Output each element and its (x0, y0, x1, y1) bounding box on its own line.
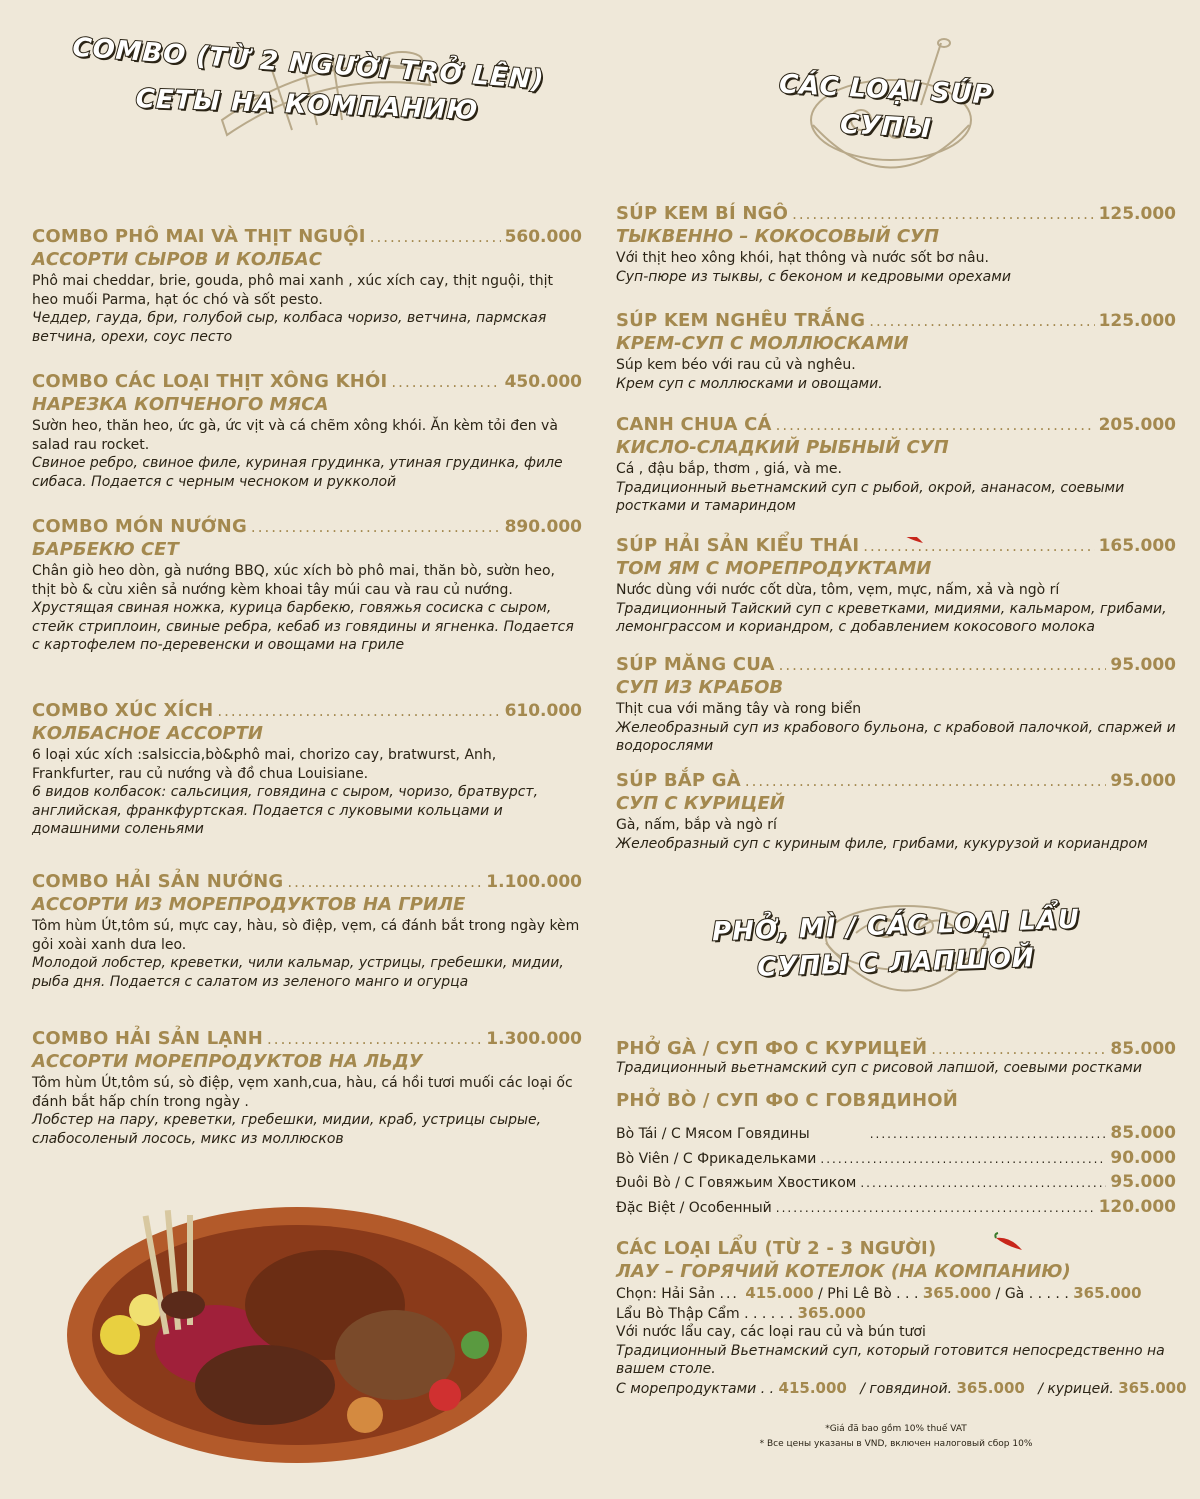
noodle-header-vi: PHỞ, MÌ / CÁC LOẠI LẨU (711, 904, 1081, 948)
menu-item-cold-seafood-combo (32, 1028, 582, 1148)
choice-price: 415.000 (745, 1284, 814, 1302)
soup-item-corn-chicken (616, 770, 1176, 853)
item-name: COMBO HẢI SẢN NƯỚNG (32, 871, 284, 892)
combo-header-ru: СЕТЫ НА КОМПАНИЮ (135, 83, 479, 126)
leader-dots: . . . . . . (744, 1305, 794, 1322)
item-desc-ru: Желеобразный суп с куриным филе, грибами, кукурузой и кориандром (616, 835, 1148, 852)
vat-note-vi: *Giá đã bao gồm 10% thuế VAT (825, 1424, 967, 1434)
option-price: 120.000 (1098, 1196, 1176, 1217)
choice-price: 365.000 (1118, 1378, 1187, 1397)
soup-item-sour-fish (616, 414, 1176, 516)
item-name-ru: КИСЛО-СЛАДКИЙ РЫБНЫЙ СУП (616, 437, 949, 458)
choice-label: / Phi Lê Bò (818, 1286, 892, 1302)
noodle-header-ru: СУПЫ С ЛАПШОЙ (756, 942, 1036, 983)
item-name-ru: КРЕМ-СУП С МОЛЛЮСКАМИ (616, 333, 909, 354)
choice-price: 365.000 (956, 1378, 1025, 1397)
item-desc-ru: Традиционный Вьетнамский суп, который готовится непосредственно на вашем столе. (616, 1342, 1165, 1377)
leader-dots (251, 518, 501, 536)
item-desc-vi: Chân giò heo dòn, gà nướng BBQ, xúc xích bò phô mai, thăn bò, sườn heo, thịt bò & cừu xiên sả nướng kèm khoai tây múi cau và rau củ nướng. (32, 563, 555, 598)
item-desc-vi: Tôm hùm Út,tôm sú, mực cay, hàu, sò điệp, vẹm, cá đánh bắt trong ngày kèm gỏi xoài xanh dưa leo. (32, 918, 580, 953)
item-desc-ru: Крем суп с моллюсками и овощами. (616, 375, 883, 392)
leader-dots (217, 702, 500, 720)
hotpot-beef (616, 1304, 1176, 1324)
item-name-ru: СУП С КУРИЦЕЙ (616, 793, 785, 814)
item-price: 125.000 (1098, 311, 1176, 331)
soup-item-pumpkin (616, 203, 1176, 286)
menu-item-pho-ga (616, 1038, 1176, 1078)
item-name-ru: СУП ИЗ КРАБОВ (616, 677, 784, 698)
leader-dots (792, 205, 1094, 223)
menu-item-pho-bo (616, 1090, 1176, 1221)
item-name: COMBO MÓN NƯỚNG (32, 516, 247, 537)
item-name-ru: ЛАУ – ГОРЯЧИЙ КОТЕЛОК (НА КОМПАНИЮ) (616, 1261, 1071, 1282)
chili-icon (893, 537, 927, 547)
choice-price: 365.000 (797, 1303, 866, 1322)
combo-header (71, 32, 546, 126)
soup-item-crab (616, 654, 1176, 756)
noodle-header (686, 904, 1106, 983)
vat-note-ru: * Все цены указаны в VND, включен налоговый сбор 10% (759, 1439, 1033, 1449)
leader-dots (370, 228, 501, 246)
item-name: CANH CHUA CÁ (616, 414, 772, 435)
pho-bo-options (616, 1123, 1176, 1221)
item-desc-ru: Желеобразный суп из крабового бульона, с крабовой палочкой, спаржей и водорослями (616, 719, 1176, 754)
item-price: 890.000 (504, 517, 582, 537)
item-price: 95.000 (1110, 771, 1176, 791)
leader-dots (820, 1152, 1106, 1166)
leader-dots (779, 656, 1107, 674)
item-name: COMBO PHÔ MAI VÀ THỊT NGUỘI (32, 226, 366, 247)
pho-bo-option (616, 1172, 1176, 1197)
leader-dots: . . . (896, 1286, 919, 1302)
item-price: 450.000 (504, 372, 582, 392)
item-name: COMBO CÁC LOẠI THỊT XÔNG KHÓI (32, 371, 388, 392)
item-price: 1.300.000 (486, 1029, 582, 1049)
item-desc-vi: Thịt cua với măng tây và rong biển (616, 701, 862, 717)
menu-item-smoked-meat-combo (32, 371, 582, 491)
item-desc-vi: 6 loại xúc xích :salsiccia,bò&phô mai, chorizo cay, bratwurst, Anh, Frankfurter, rau củ nướng và đồ chua Louisiane. (32, 747, 497, 782)
soup-item-clam (616, 310, 1176, 393)
vat-note (716, 1422, 1076, 1452)
option-price: 95.000 (1110, 1172, 1176, 1192)
leader-dots: ... (719, 1286, 746, 1302)
item-name-ru: АССОРТИ ИЗ МОРЕПРОДУКТОВ НА ГРИЛЕ (32, 894, 466, 915)
item-name: PHỞ BÒ / СУП ФО С ГОВЯДИНОЙ (616, 1090, 958, 1111)
item-name: CÁC LOẠI LẨU (TỪ 2 - 3 NGƯỜI) (616, 1238, 937, 1259)
pho-bo-option (616, 1148, 1176, 1173)
item-desc-ru: Хрустящая свиная ножка, курица барбекю, говяжья сосиска с сыром, стейк стриплоин, свиные ребра, кебаб из говядины и ягненка. Подается с картофелем по-деревенски и овощами на гриле (32, 600, 574, 653)
item-desc-vi: Sườn heo, thăn heo, ức gà, ức vịt và cá chẽm xông khói. Ăn kèm tỏi đen và salad rau rocket. (32, 418, 558, 453)
item-name: COMBO HẢI SẢN LẠNH (32, 1028, 264, 1049)
choice-label: / курицей (1038, 1380, 1110, 1397)
soup-header (696, 69, 1076, 144)
leader-dots: . . . . . (1028, 1286, 1069, 1302)
item-name-ru: БАРБЕКЮ СЕТ (32, 539, 179, 560)
item-desc-ru: Молодой лобстер, креветки, чили кальмар, устрицы, гребешки, мидии, рыба дня. Подается с салатом из зеленого манго и огурца (32, 955, 564, 990)
item-desc-ru: Традиционный вьетнамский суп с рисовой лапшой, соевыми ростками (616, 1060, 1142, 1076)
leader-dots (267, 1030, 482, 1048)
item-desc-ru: Свиное ребро, свиное филе, куриная грудинка, утиная грудинка, филе сибаса. Подается с черным чесноком и рукколой (32, 455, 563, 490)
item-desc-vi: Với nước lẩu cay, các loại rau củ và bún tươi (616, 1324, 926, 1340)
leader-dots (870, 1127, 1107, 1141)
item-name: SÚP MĂNG CUA (616, 654, 775, 675)
item-name-ru: ТЫКВЕННО – КОКОСОВЫЙ СУП (616, 226, 940, 247)
item-name: SÚP KEM NGHÊU TRẮNG (616, 310, 866, 331)
item-desc-ru: Лобстер на пару, креветки, гребешки, мидии, краб, устрицы сырые, слабосоленый лосось, микс из моллюсков (32, 1112, 542, 1147)
menu-item-sausage-combo (32, 700, 582, 839)
item-name: COMBO XÚC XÍCH (32, 700, 214, 721)
choice-label: С морепродуктами (616, 1380, 757, 1397)
leader-dots (776, 1201, 1095, 1215)
item-price: 610.000 (504, 701, 582, 721)
item-price: 165.000 (1098, 536, 1176, 556)
item-name: SÚP HẢI SẢN KIỂU THÁI (616, 535, 860, 556)
item-price: 125.000 (1098, 204, 1176, 224)
leader-dots (745, 772, 1107, 790)
leader-dots (391, 373, 500, 391)
chili-icon (992, 1232, 1026, 1254)
soup-header-ru: СУПЫ (839, 109, 933, 144)
item-name-ru: НАРЕЗКА КОПЧЕНОГО МЯСА (32, 394, 329, 415)
hotpot-choices-ru: С морепродуктами . . 415.000 / говядиной. 365.000 / курицей. 365.000 (616, 1378, 1187, 1397)
choice-price: 415.000 (778, 1378, 847, 1397)
option-label: Đuôi Bò / С Говяжьим Хвостиком (616, 1175, 857, 1191)
choice-price: 365.000 (1073, 1284, 1142, 1302)
item-price: 85.000 (1110, 1039, 1176, 1059)
item-desc-vi: Tôm hùm Út,tôm sú, sò điệp, vẹm xanh,cua, hàu, cá hồi tươi muối các loại ốc đánh bắt hấp chín trong ngày . (32, 1075, 573, 1110)
option-price: 90.000 (1110, 1147, 1176, 1168)
item-desc-vi: Gà, nấm, bắp và ngò rí (616, 817, 777, 833)
leader-dots (776, 416, 1095, 434)
item-name-ru: КОЛБАСНОЕ АССОРТИ (32, 723, 263, 744)
item-price: 1.100.000 (486, 872, 582, 892)
menu-item-hotpot (616, 1232, 1187, 1398)
item-name-ru: АССОРТИ МОРЕПРОДУКТОВ НА ЛЬДУ (32, 1051, 423, 1072)
leader-dots (860, 1176, 1106, 1190)
choice-label: / говядиной (860, 1380, 948, 1397)
item-desc-ru: Традиционный Тайский суп с креветками, мидиями, кальмаром, грибами, лемонграссом и кориандром, с добавлением кокосового молока (616, 600, 1167, 635)
item-name: PHỞ GÀ / СУП ФО С КУРИЦЕЙ (616, 1038, 928, 1059)
leader-dots (863, 537, 1094, 555)
grill-platter-image (65, 1195, 530, 1465)
item-desc-ru: Традиционный вьетнамский суп с рыбой, окрой, ананасом, соевыми ростками и тамариндом (616, 479, 1125, 514)
item-desc-vi: Với thịt heo xông khói, hạt thông và nước sốt bơ nâu. (616, 250, 989, 266)
pho-bo-option (616, 1123, 1176, 1148)
leader-dots (287, 873, 482, 891)
soup-item-thai-seafood (616, 535, 1176, 637)
item-desc-vi: Phô mai cheddar, brie, gouda, phô mai xanh , xúc xích cay, thịt nguội, thịt heo muối Parma, hạt óc chó và sốt pesto. (32, 273, 553, 308)
choice-label: Lẩu Bò Thập Cẩm (616, 1305, 740, 1322)
option-label: Bò Tái / С Мясом Говядины (616, 1126, 810, 1142)
leader-dots (869, 312, 1094, 330)
item-desc-ru: 6 видов колбасок: сальсиция, говядина с сыром, чоризо, братвурст, английская, франкфуртская. Подается с луковыми кольцами и домашними соленьями (32, 784, 539, 837)
option-label: Bò Viên / С Фрикадельками (616, 1150, 817, 1167)
soup-header-vi: CÁC LOẠI SÚP (778, 69, 994, 111)
item-desc-ru: Суп-пюре из тыквы, с беконом и кедровыми орехами (616, 268, 1011, 285)
item-name-ru: ТОМ ЯМ С МОРЕПРОДУКТАМИ (616, 558, 932, 579)
option-label: Đặc Biệt / Особенный (616, 1199, 772, 1216)
item-price: 560.000 (504, 227, 582, 247)
menu-item-cheese-combo (32, 226, 582, 346)
item-desc-ru: Чеддер, гауда, бри, голубой сыр, колбаса чоризо, ветчина, пармская ветчина, орехи, соус песто (32, 310, 547, 345)
hotpot-choices (616, 1284, 1176, 1304)
leader-dots: . . (760, 1380, 775, 1397)
menu-item-grilled-seafood-combo (32, 871, 582, 991)
item-desc-vi: Nước dùng với nước cốt dừa, tôm, vẹm, mực, nấm, xả và ngò rí (616, 582, 1060, 598)
item-price: 95.000 (1110, 655, 1176, 675)
combo-header-vi: COMBO (TỪ 2 NGƯỜI TRỞ LÊN) (71, 32, 546, 96)
item-name: SÚP KEM BÍ NGÔ (616, 203, 789, 224)
item-name-ru: АССОРТИ СЫРОВ И КОЛБАС (32, 249, 322, 270)
choice-label: / Gà (995, 1286, 1025, 1302)
choice-price: 365.000 (922, 1284, 992, 1302)
item-desc-vi: Cá , đậu bắp, thơm , giá, và me. (616, 461, 842, 477)
item-name: SÚP BẮP GÀ (616, 770, 741, 791)
pho-bo-option (616, 1197, 1176, 1222)
option-price: 85.000 (1110, 1123, 1176, 1143)
menu-item-bbq-combo (32, 516, 582, 655)
item-price: 205.000 (1098, 415, 1176, 435)
item-desc-vi: Súp kem béo với rau củ và nghêu. (616, 357, 856, 373)
leader-dots (931, 1040, 1106, 1058)
choice-label: Chọn: Hải Sản (616, 1286, 716, 1302)
